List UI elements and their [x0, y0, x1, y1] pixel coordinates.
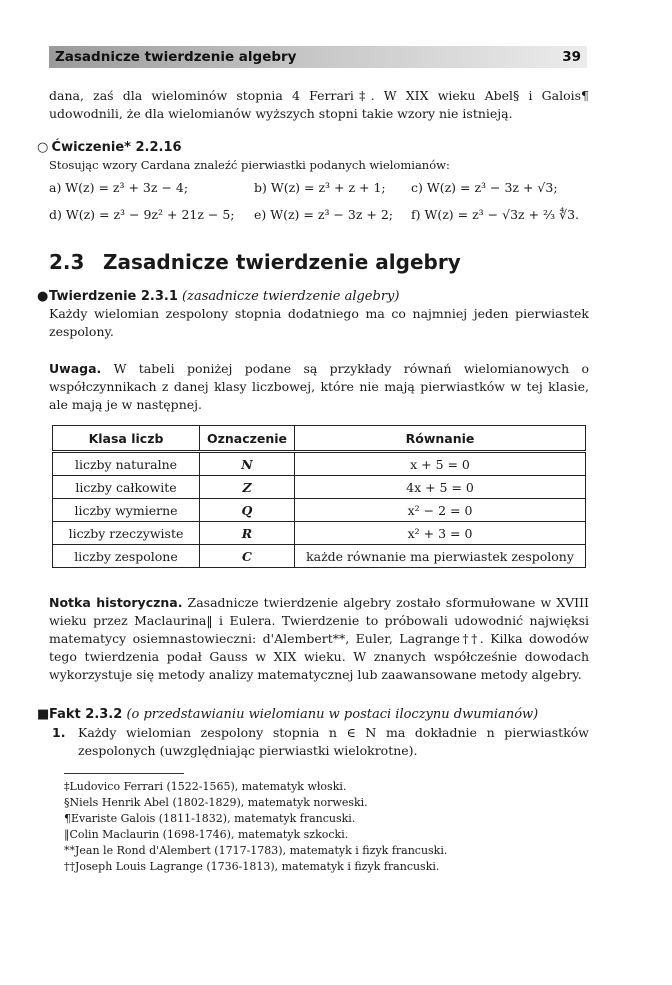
remark-label: Uwaga. — [49, 361, 102, 376]
footnote: §Niels Henrik Abel (1802-1829), matematyk norweski. — [64, 796, 368, 809]
section-number: 2.3 — [49, 250, 85, 274]
table-row — [53, 522, 586, 545]
table-cell-symbol: Q — [200, 499, 295, 522]
theorem-text: Każdy wielomian zespolony stopnia dodatniego ma co najmniej jeden pierwiastek zespolony. — [49, 306, 589, 339]
fact-item — [52, 724, 589, 760]
fact-label: Fakt 2.3.2 — [49, 707, 123, 722]
table-cell-class: liczby naturalne — [53, 452, 200, 476]
theorem-label: Twierdzenie 2.3.1 — [49, 289, 178, 304]
table-cell-equation: 4x + 5 = 0 — [295, 476, 586, 499]
theorem-name: (zasadnicze twierdzenie algebry) — [182, 289, 400, 304]
table-cell-equation: x² + 3 = 0 — [295, 522, 586, 545]
remark-paragraph — [49, 360, 589, 414]
fact-item-number: 1. — [52, 725, 66, 740]
table-cell-class: liczby zespolone — [53, 545, 200, 568]
table-cell-symbol: N — [200, 452, 295, 476]
historical-note-text: Zasadnicze twierdzenie algebry zostało sformułowane w XVIII wieku przez Maclaurina‖ i Eulera. Twierdzenie to próbowali udowodnić najwięksi matematycy osiemnastowieczni: d'Alembert**, Euler, Lagrange††. Kilka dowodów tego twierdzenia podał Gauss w XIX wieku. W znanych współcześnie dowodach wykorzystuje się metody analizy matematycznej lub zaawansowane metody algebry. — [49, 595, 589, 682]
fact-item-text: Każdy wielomian zespolony stopnia n ∈ N ma dokładnie n pierwiastków zespolonych (uwzględniając pierwiastki wielokrotne). — [78, 725, 589, 758]
table-cell-equation: x² − 2 = 0 — [295, 499, 586, 522]
table-row — [53, 545, 586, 568]
table-header-class: Klasa liczb — [53, 426, 200, 452]
exercise-instruction: Stosując wzory Cardana znaleźć pierwiastki podanych wielomianów: — [49, 158, 450, 172]
table-cell-symbol: C — [200, 545, 295, 568]
footnote: ‖Colin Maclaurin (1698-1746), matematyk szkocki. — [64, 828, 349, 841]
footnote: ‡Ludovico Ferrari (1522-1565), matematyk włoski. — [64, 780, 347, 793]
theorem-heading — [37, 289, 399, 304]
number-classes-table — [52, 425, 586, 568]
exercise-heading — [37, 140, 182, 155]
historical-note-label: Notka historyczna. — [49, 595, 183, 610]
historical-note-paragraph — [49, 594, 589, 684]
exercise-item-e: e) W(z) = z³ − 3z + 2; — [254, 207, 393, 222]
table-cell-class: liczby wymierne — [53, 499, 200, 522]
exercise-item-d: d) W(z) = z³ − 9z² + 21z − 5; — [49, 207, 235, 222]
exercise-item-a: a) W(z) = z³ + 3z − 4; — [49, 180, 189, 195]
exercise-item-c: c) W(z) = z³ − 3z + √3; — [411, 180, 558, 195]
table-row — [53, 476, 586, 499]
page-number: 39 — [562, 49, 581, 65]
remark-text: W tabeli poniżej podane są przykłady równań wielomianowych o współczynnikach z danej klasy liczbowej, które nie mają pierwiastków w tej klasie, ale mają je w następnej. — [49, 361, 589, 412]
exercise-item-b: b) W(z) = z³ + z + 1; — [254, 180, 386, 195]
table-header-equation: Równanie — [295, 426, 586, 452]
section-title: Zasadnicze twierdzenie algebry — [103, 250, 461, 274]
intro-paragraph: dana, zaś dla wielominów stopnia 4 Ferrari‡. W XIX wieku Abel§ i Galois¶ udowodnili, że dla wielomianów wyższych stopni takie wzory nie istnieją. — [49, 88, 589, 121]
footnote-rule — [64, 773, 184, 774]
exercise-marker-icon: ○ — [37, 140, 49, 155]
footnote: **Jean le Rond d'Alembert (1717-1783), matematyk i fizyk francuski. — [64, 844, 448, 857]
table-cell-equation: x + 5 = 0 — [295, 452, 586, 476]
fact-heading — [37, 707, 538, 722]
table-row — [53, 499, 586, 522]
table-cell-class: liczby rzeczywiste — [53, 522, 200, 545]
exercise-item-f: f) W(z) = z³ − √3z + ⅔ ∜3. — [411, 207, 580, 222]
table-header-row — [53, 426, 586, 452]
fact-square-icon: ■ — [37, 707, 50, 722]
table-cell-equation: każde równanie ma pierwiastek zespolony — [295, 545, 586, 568]
footnote: ¶Evariste Galois (1811-1832), matematyk francuski. — [64, 812, 356, 825]
running-header — [49, 46, 587, 68]
table-cell-symbol: Z — [200, 476, 295, 499]
fact-name: (o przedstawianiu wielomianu w postaci iloczynu dwumianów) — [126, 707, 539, 722]
table-row — [53, 452, 586, 476]
section-heading — [49, 250, 461, 274]
theorem-bullet-icon: ● — [37, 289, 49, 304]
header-title: Zasadnicze twierdzenie algebry — [55, 49, 297, 65]
table-cell-symbol: R — [200, 522, 295, 545]
table-cell-class: liczby całkowite — [53, 476, 200, 499]
footnote: ††Joseph Louis Lagrange (1736-1813), matematyk i fizyk francuski. — [64, 860, 440, 873]
table-header-symbol: Oznaczenie — [200, 426, 295, 452]
exercise-title: Ćwiczenie* 2.2.16 — [51, 140, 182, 155]
